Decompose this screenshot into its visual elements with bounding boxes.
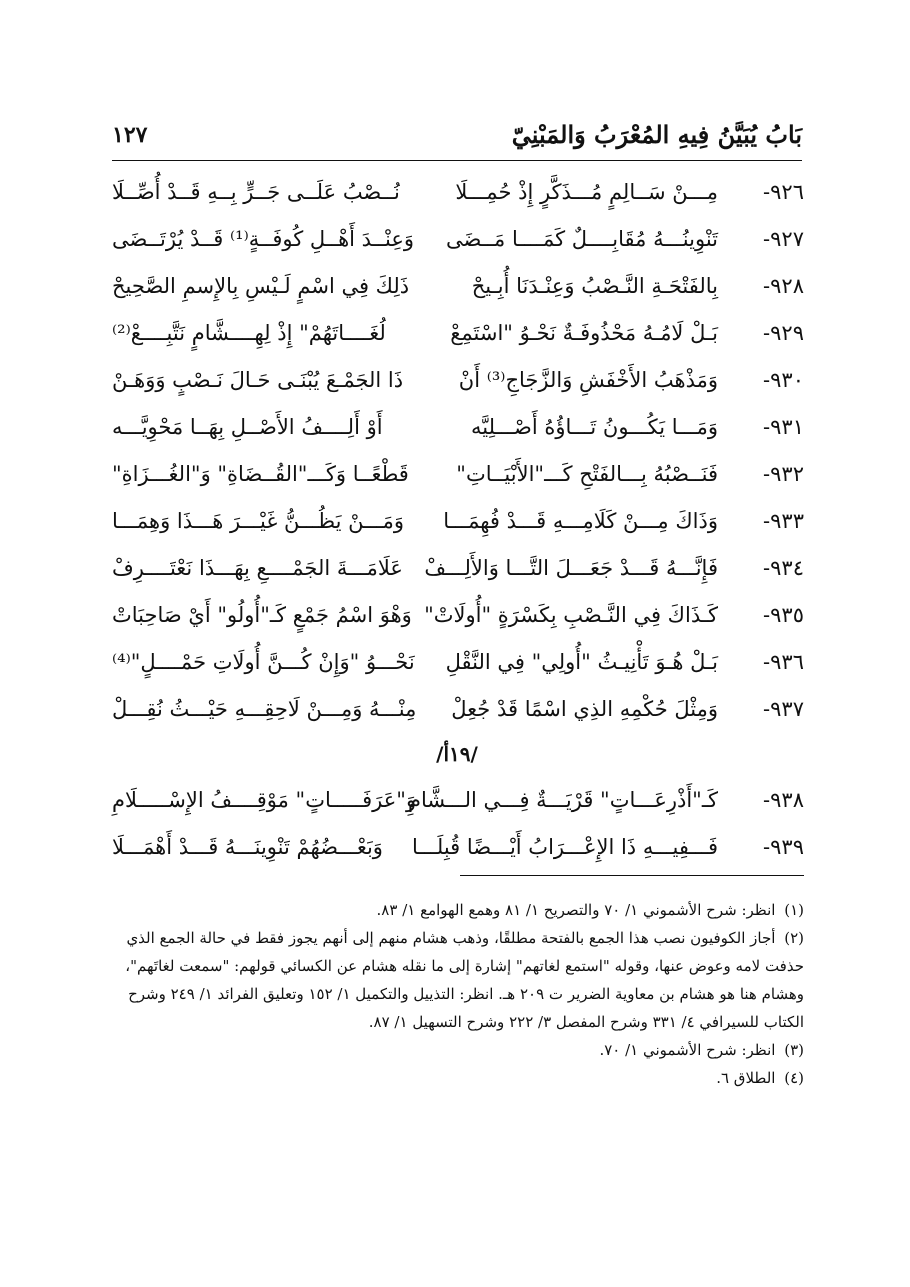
verse-second-hemistich: وَعِنْــدَ أَهْــلِ كُوفَــةٍ⁽¹⁾ قَــدْ يُرْتَــضَى	[112, 226, 415, 251]
verse-line	[110, 262, 804, 309]
verse-first-hemistich: وَمِثْلَ حُكْمِهِ الذِي اسْمًا قَدْ جُعِلْ	[451, 696, 718, 721]
verse-second-hemistich: ذَا الجَمْـعَ يُبْنَـى حَـالَ نَـصْبٍ وَوَهَـنْ	[112, 367, 404, 392]
verse-first-hemistich: بِالفَتْحَـةِ النَّـصْبُ وَعِنْـدَنَا أُبِـيحْ	[471, 273, 718, 298]
verse-number: ٩٣١-	[763, 414, 804, 439]
verse-first-hemistich: وَمَذْهَبُ الأَخْفَشِ وَالزَّجَاجِ⁽³⁾ أَنْ	[458, 367, 718, 392]
verse-line	[110, 497, 804, 544]
verse-second-hemistich: أَوْ أَلِــــفُ الأَصْــلِ بِهَــا مَحْوِيَّـــه	[112, 414, 383, 439]
verse-number: ٩٣٩-	[763, 834, 804, 859]
verse-second-hemistich: لُغَــــاتَهُمْ" إِذْ لِهِــــشَّامٍ نَتَّبِــــعْ⁽²⁾	[112, 320, 386, 345]
footnote-text: الطلاق ٦.	[716, 1069, 776, 1087]
verse-line	[110, 168, 804, 215]
verse-second-hemistich: نُــصْبُ عَلَــى جَــرٍّ بِــهِ قَــدْ أُصِّــلَا	[112, 179, 400, 204]
footnotes	[112, 896, 804, 1092]
verse-first-hemistich: وَمَـــا يَكُـــونُ تَـــاؤُهُ أَصْـــلِيَّه	[471, 414, 718, 439]
verse-second-hemistich: وَمَـــنْ يَظُـــنُّ غَيْـــرَ هَـــذَا وَهِمَـــا	[112, 508, 405, 533]
verse-first-hemistich: وَذَاكَ مِـــنْ كَلَامِـــهِ قَـــدْ فُهِمَـــا	[443, 508, 718, 533]
verse-line	[110, 356, 804, 403]
verse-first-hemistich: بَـلْ لَامُـهُ مَحْذُوفَـةٌ نَحْـوُ "اسْتَمِعْ	[450, 320, 718, 345]
verse-number: ٩٢٩-	[763, 320, 804, 345]
footnote-mark: (٤)	[784, 1069, 804, 1087]
page-number: ١٢٧	[112, 122, 148, 148]
verse-first-hemistich: كَـ"أَذْرِعَـــاتٍ" قَرْيَـــةٌ فِـــي الـــشَّامِ	[408, 787, 718, 812]
verse-line	[110, 403, 804, 450]
verse-second-hemistich: وَهْوَ اسْمُ جَمْعٍ كَـ"أُولُو" أَيْ صَاحِبَاتْ	[112, 602, 412, 627]
verse-first-hemistich: بَـلْ هُـوَ تَأْنِيـثُ "أُولِي" فِي النَّقْلِ	[445, 649, 718, 674]
footnote	[112, 1064, 804, 1092]
verse-number: ٩٣٤-	[763, 555, 804, 580]
verse-first-hemistich: تَنْوِينُـــهُ مُقَابِــــلٌ كَمَــــا مَــضَى	[446, 226, 718, 251]
page-header	[112, 120, 802, 160]
verse-line	[110, 776, 804, 823]
verse-second-hemistich: نَحْـــوُ "وَإِنْ كُـــنَّ أُولَاتِ حَمْــــلٍ"⁽⁴⁾	[112, 649, 415, 674]
footnote-text: انظر: شرح الأشموني ١/ ٧٠.	[599, 1041, 776, 1059]
header-divider	[112, 160, 802, 161]
verse-second-hemistich: وَ"عَرَفَـــــاتٍ" مَوْقِــــفُ الإِسْـــــلَامِ	[112, 787, 417, 812]
verse-number: ٩٣٧-	[763, 696, 804, 721]
verse-number: ٩٣٦-	[763, 649, 804, 674]
verse-number: ٩٣٠-	[763, 367, 804, 392]
verse-number: ٩٣٥-	[763, 602, 804, 627]
verse-second-hemistich: وَبَعْـــضُهُمْ تَنْوِينَـــهُ قَـــدْ أَهْمَـــلَا	[112, 834, 383, 859]
verse-second-hemistich: مِنْـــهُ وَمِـــنْ لَاحِقِـــهِ حَيْـــثُ نُقِـــلْ	[112, 696, 417, 721]
verse-line	[110, 450, 804, 497]
verse-line	[110, 544, 804, 591]
verse-line	[110, 591, 804, 638]
verse-number: ٩٢٨-	[763, 273, 804, 298]
verse-first-hemistich: فَإِنَّـــهُ قَـــدْ جَعَـــلَ التَّـــا وَالأَلِـــفْ	[424, 555, 718, 580]
verse-line	[110, 823, 804, 870]
verse-number: ٩٣٣-	[763, 508, 804, 533]
verse-first-hemistich: مِـــنْ سَــالِمٍ مُـــذَكَّرٍ إِذْ حُمِـــلَا	[455, 179, 718, 204]
verse-line	[110, 685, 804, 732]
verse-line	[110, 309, 804, 356]
footnote-text: أجاز الكوفيون نصب هذا الجمع بالفتحة مطلقًا، وذهب هشام منهم إلى أنهم يجوز فقط في حالة الجمع الذي حذفت لامه وعوض عنها، وقوله "استمع لغاتهم" إشارة إلى ما نقله هشام عن الكسائي قولهم: "سمعت لغاتَهم"، وهشام هنا هو هشام بن معاوية الضرير ت ٢٠٩ هـ. انظر: التذييل والتكميل ١/ ١٥٢ وتعليق الفرائد ١/ ٢٤٩ وشرح الكتاب للسيرافي ٤/ ٣٣١ وشرح المفصل ٣/ ٢٢٢ وشرح التسهيل ١/ ٨٧.	[125, 929, 804, 1031]
verse-first-hemistich: فَـــفِيـــهِ ذَا الإِعْـــرَابُ أَيْـــضًا قُبِلَـــا	[412, 834, 718, 859]
folio-marker: /١٩أ/	[436, 742, 478, 766]
verse-number: ٩٢٦-	[763, 179, 804, 204]
chapter-title: بَابُ يُبَيَّنُ فِيهِ المُعْرَبُ وَالمَبْنِيّ	[511, 120, 802, 149]
verse-second-hemistich: قَطْعًــا وَكَـــ"القُــضَاةِ" وَ"الغُـــزَاةِ"	[112, 461, 409, 486]
verse-second-hemistich: ذَلِكَ فِي اسْمٍ لَـيْسِ بِالإِسمِ الصَّحِيحْ	[112, 273, 410, 298]
verse-second-hemistich: عَلَامَـــةَ الجَمْــــعِ بِهَـــذَا نَعْتَــــرِفْ	[112, 555, 403, 580]
verse-first-hemistich: كَـذَاكَ فِي النَّـصْبِ بِكَسْرَةٍ "أُولَاتْ"	[424, 602, 718, 627]
verse-line	[110, 215, 804, 262]
footnote-text: انظر: شرح الأشموني ١/ ٧٠ والتصريح ١/ ٨١ وهمع الهوامع ١/ ٨٣.	[376, 901, 776, 919]
verse-number: ٩٣٨-	[763, 787, 804, 812]
footnote-mark: (٢)	[784, 929, 804, 947]
verse-line	[110, 638, 804, 685]
poem-verses	[110, 168, 804, 870]
footnote	[112, 1036, 804, 1064]
footnote-divider	[460, 875, 804, 876]
verse-number: ٩٢٧-	[763, 226, 804, 251]
verse-first-hemistich: فَنَــصْبُهُ بِـــالفَتْحِ كَـــ"الأَبْيَــاتِ"	[456, 461, 718, 486]
footnote	[112, 896, 804, 924]
footnote-mark: (١)	[784, 901, 804, 919]
footnote-mark: (٣)	[784, 1041, 804, 1059]
verse-number: ٩٣٢-	[763, 461, 804, 486]
footnote	[112, 924, 804, 1036]
